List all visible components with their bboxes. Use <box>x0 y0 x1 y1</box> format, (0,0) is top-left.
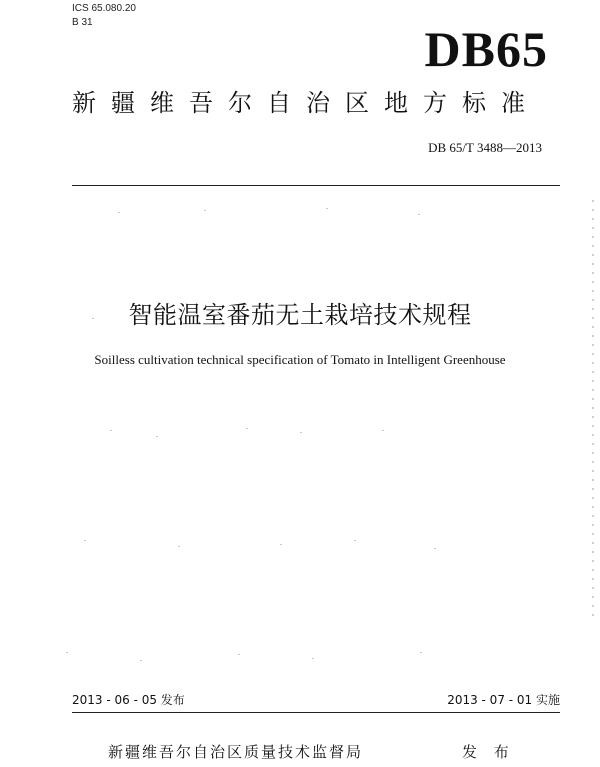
scan-edge-marks <box>592 200 594 620</box>
issue-date: 2013 - 06 - 05 发布 <box>72 693 185 707</box>
ccs-code: B 31 <box>72 17 93 28</box>
issuing-authority: 新疆维吾尔自治区质量技术监督局 <box>108 743 364 761</box>
document-title-english: Soilless cultivation technical specification of Tomato in Intelligent Greenhouse <box>94 352 506 367</box>
top-divider <box>72 185 560 186</box>
standard-mark: DB65 <box>424 21 548 77</box>
bottom-divider <box>72 712 560 713</box>
ics-code: ICS 65.080.20 <box>72 3 136 14</box>
document-title-chinese: 智能温室番茄无土栽培技术规程 <box>128 301 472 329</box>
standard-number: DB 65/T 3488—2013 <box>428 140 542 155</box>
publish-label: 发 布 <box>462 743 515 761</box>
issuer-title: 新疆维吾尔自治区地方标准 <box>72 89 540 117</box>
implementation-date: 2013 - 07 - 01 实施 <box>447 693 560 707</box>
